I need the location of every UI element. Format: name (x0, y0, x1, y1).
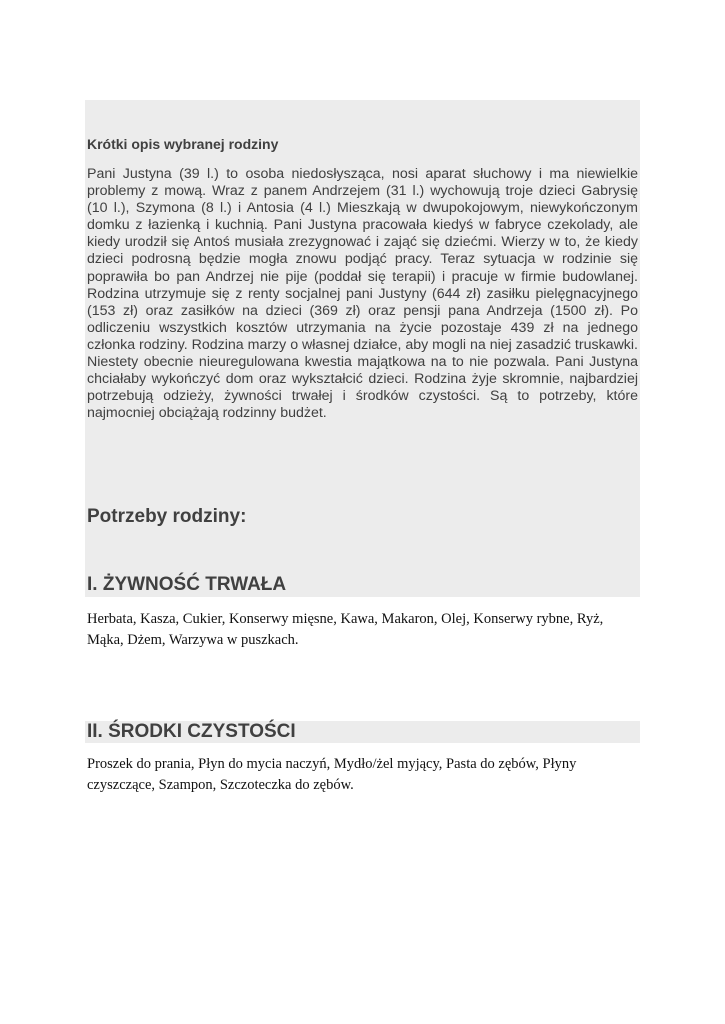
section-cleaning-title: II. ŚRODKI CZYSTOŚCI (87, 721, 296, 742)
section-food-title: I. ŻYWNOŚĆ TRWAŁA (87, 574, 287, 595)
family-description-text: Pani Justyna (39 l.) to osoba niedosłysząca, nosi aparat słuchowy i ma niewielkie problemy z mową. Wraz z panem Andrzejem (31 l.) wychowują troje dzieci Gabrysię (10 l.), Szymona (8 l.) i Antosia (4 l.) Mieszkają w dwupokojowym, niewykończonym domku z łazienką i kuchnią. Pani Justyna pracowała kiedyś w fabryce czekolady, ale kiedy urodził się Antoś musiała zrezygnować i zająć się dziećmi. Wierzy w to, że kiedy dzieci podrosną będzie mogła znowu podjąć pracy. Teraz sytuacja w rodzinie się poprawiła bo pan Andrzej nie pije (poddał się terapii) i pracuje w firmie budowlanej. Rodzina utrzymuje się z renty socjalnej pani Justyny (644 zł) zasiłku pielęgnacyjnego (153 zł) oraz zasiłków na dzieci (369 zł) oraz pensji pana Andrzeja (1500 zł). Po odliczeniu wszystkich kosztów utrzymania na życie pozostaje 439 zł na jednego członka rodziny. Rodzina marzy o własnej działce, aby mogli na niej zasadzić truskawki. Niestety obecnie nieuregulowana kwestia majątkowa na to nie pozwala. Pani Justyna chciałaby wykończyć dom oraz wykształcić dzieci. Rodzina żyje skromnie, najbardziej potrzebują odzieży, żywności trwałej i środków czystości. Są to potrzeby, które najmocniej obciążają rodzinny budżet. (87, 166, 638, 422)
needs-title: Potrzeby rodziny: (87, 506, 247, 527)
section-cleaning-items: Proszek do prania, Płyn do mycia naczyń, Mydło/żel myjący, Pasta do zębów, Płyny czyszczące, Szampon, Szczoteczka do zębów. (87, 756, 577, 793)
family-description-heading: Krótki opis wybranej rodziny (87, 136, 279, 152)
section-food-items: Herbata, Kasza, Cukier, Konserwy mięsne, Kawa, Makaron, Olej, Konserwy rybne, Ryż, Mąka, Dżem, Warzywa w puszkach. (87, 611, 604, 648)
